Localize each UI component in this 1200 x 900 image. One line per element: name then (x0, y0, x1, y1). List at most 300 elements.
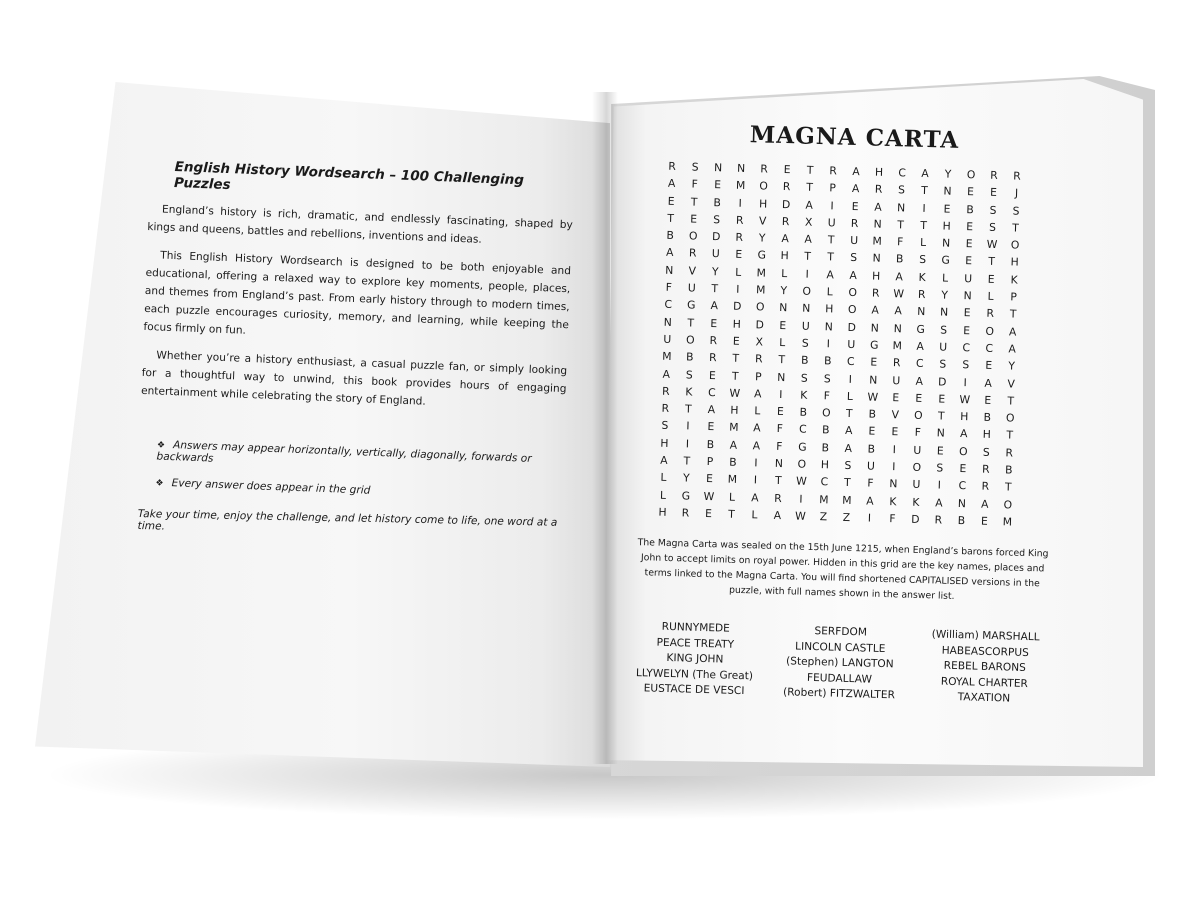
answer-word: FEUDALLAW (806, 671, 873, 686)
grid-letter: O (1010, 238, 1020, 252)
answer-word: LINCOLN CASTLE (794, 640, 886, 655)
grid-letter: E (705, 472, 714, 486)
grid-letter: L (735, 265, 742, 279)
grid-letter: V (891, 408, 900, 422)
grid-letter: R (735, 230, 744, 245)
grid-letter: A (781, 232, 790, 246)
grid-letter: R (681, 506, 690, 520)
grid-letter: E (708, 368, 716, 382)
grid-letter: R (871, 286, 880, 300)
grid-letter: M (756, 266, 767, 280)
grid-letter: R (688, 246, 697, 261)
grid-letter: A (752, 421, 761, 435)
grid-letter: L (728, 490, 736, 504)
grid-letter: A (753, 387, 762, 401)
grid-letter: N (941, 236, 951, 250)
rule-text: Every answer does appear in the grid (171, 477, 371, 497)
grid-letter: H (942, 219, 951, 233)
grid-letter: A (984, 376, 993, 390)
grid-letter: A (751, 490, 759, 505)
grid-letter: M (729, 421, 739, 435)
diamond-bullet-icon: ❖ (155, 478, 164, 489)
grid-letter: L (751, 508, 758, 522)
grid-letter: S (982, 445, 990, 459)
grid-letter: R (668, 159, 677, 174)
grid-letter: T (731, 369, 739, 383)
grid-letter: H (758, 196, 768, 211)
grid-letter: X (755, 335, 764, 349)
grid-letter: E (735, 248, 743, 262)
grid-letter: Y (711, 264, 719, 279)
grid-letter: N (916, 305, 926, 319)
grid-letter: H (874, 165, 884, 179)
grid-letter: T (827, 250, 835, 264)
grid-letter: O (913, 408, 923, 423)
grid-letter: E (915, 391, 923, 405)
grid-letter: I (892, 460, 896, 474)
grid-letter: C (958, 479, 967, 493)
grid-letter: I (867, 511, 872, 525)
grid-letter: U (939, 340, 948, 354)
grid-letter: D (755, 317, 765, 332)
grid-letter: H (824, 302, 834, 316)
grid-letter: N (963, 289, 972, 303)
grid-letter: E (779, 318, 787, 332)
grid-letter: X (804, 215, 813, 229)
grid-letter: M (872, 234, 882, 248)
grid-letter: L (826, 285, 833, 299)
word-column (914, 627, 1056, 708)
answer-word: RUNNYMEDE (661, 621, 730, 635)
grid-letter: E (776, 405, 784, 419)
grid-letter: O (688, 229, 698, 243)
grid-letter: A (844, 441, 853, 455)
grid-letter: A (916, 339, 925, 353)
grid-letter: R (661, 384, 670, 398)
wordsearch-grid (651, 160, 1069, 533)
word-list (624, 619, 1056, 708)
grid-letter: N (777, 370, 786, 384)
grid-letter: A (805, 198, 814, 212)
intro-paragraph-2: This English History Wordsearch is designed to be both enjoyable and educational, offering a relaxed way to explore key moments, people, places, and themes from England’s past. From early history through to modern times, each puzzle encourages curiosity, memory, and learning, while keeping the focus firmly on fun. (143, 249, 572, 337)
grid-letter: A (707, 403, 716, 417)
grid-letter: A (662, 367, 671, 381)
grid-letter: B (799, 405, 808, 419)
answer-word: HABEASCORPUS (941, 644, 1029, 659)
rule-text: Answers may appear horizontally, vertically, diagonally, forwards or backwards (156, 439, 532, 465)
grid-letter: E (783, 163, 791, 177)
grid-letter: N (870, 321, 879, 335)
grid-letter: E (943, 202, 951, 216)
grid-letter: S (801, 336, 809, 350)
grid-letter: G (798, 440, 807, 454)
grid-letter: T (988, 255, 996, 269)
grid-letter: T (921, 184, 929, 198)
grid-letter: O (985, 324, 995, 338)
grid-letter: Z (819, 510, 828, 524)
grid-letter: E (965, 220, 974, 234)
grid-letter: T (827, 233, 835, 247)
grid-letter: U (847, 337, 856, 352)
grid-letter: N (873, 217, 882, 231)
grid-letter: C (664, 298, 673, 312)
grid-letter: F (691, 177, 698, 191)
grid-letter: L (941, 271, 949, 285)
grid-letter: N (869, 373, 878, 387)
intro-paragraph-3: Whether you’re a history enthusiast, a casual puzzle fan, or simply looking for a thoughtful way to unwind, this book provides hours of engaging entertainment while celebrating the story of England. (140, 349, 568, 408)
grid-letter: T (727, 507, 735, 521)
grid-letter: T (1006, 428, 1014, 442)
grid-letter: W (794, 509, 806, 523)
grid-letter: T (1004, 480, 1012, 494)
grid-letter: P (829, 181, 837, 195)
grid-letter: E (667, 194, 675, 208)
diamond-bullet-icon: ❖ (156, 440, 166, 451)
right-page-content (624, 118, 1070, 709)
grid-letter: A (1008, 325, 1017, 339)
grid-letter: B (821, 423, 830, 437)
grid-letter: E (959, 462, 967, 476)
grid-letter: O (759, 179, 769, 193)
grid-letter: R (874, 182, 883, 197)
rules-list (155, 438, 564, 504)
grid-letter: S (1012, 204, 1020, 218)
grid-letter: T (778, 353, 786, 367)
grid-letter: C (915, 357, 924, 371)
grid-letter: E (704, 506, 713, 521)
grid-letter: M (1002, 515, 1013, 529)
grid-letter: N (896, 200, 906, 215)
answer-word: KING JOHN (666, 652, 724, 666)
grid-letter: S (691, 160, 699, 174)
rules-list-item (156, 438, 564, 478)
grid-letter: O (821, 406, 831, 420)
grid-letter: K (912, 495, 920, 509)
grid-letter: U (964, 271, 973, 286)
grid-letter: D (937, 374, 947, 389)
grid-letter: W (795, 474, 807, 489)
grid-letter: E (690, 212, 698, 226)
grid-letter: H (1010, 255, 1019, 270)
grid-letter: A (915, 374, 924, 388)
grid-letter: W (959, 392, 971, 407)
grid-letter: U (912, 478, 921, 492)
grid-letter: T (683, 454, 691, 468)
grid-letter: I (685, 437, 690, 451)
grid-letter: M (842, 493, 852, 507)
grid-letter: E (938, 392, 946, 406)
grid-letter: H (820, 458, 830, 472)
grid-letter: C (962, 341, 971, 355)
grid-letter: B (867, 442, 876, 456)
grid-letter: A (752, 439, 761, 453)
grid-letter: H (660, 436, 669, 450)
grid-letter: U (801, 319, 810, 333)
grid-letter: H (730, 403, 739, 418)
grid-letter: E (707, 420, 715, 434)
grid-letter: B (895, 252, 904, 266)
grid-letter: K (800, 388, 808, 402)
grid-letter: B (800, 353, 809, 368)
grid-letter: I (754, 456, 758, 470)
grid-letter: E (936, 444, 944, 458)
answer-word: PEACE TREATY (656, 636, 735, 651)
grid-letter: P (754, 369, 762, 384)
grid-letter: W (986, 237, 998, 252)
grid-letter: Y (1008, 359, 1016, 373)
grid-letter: H (732, 317, 742, 331)
grid-letter: A (710, 299, 719, 313)
grid-letter: N (889, 477, 898, 491)
grid-letter: O (966, 168, 976, 182)
grid-letter: T (897, 218, 905, 232)
grid-letter: T (690, 195, 698, 209)
grid-letter: T (1007, 394, 1015, 408)
grid-letter: R (934, 513, 943, 527)
grid-letter: B (966, 202, 974, 216)
answer-word: (William) MARSHALL (931, 628, 1040, 644)
grid-letter: R (754, 352, 763, 366)
grid-letter: I (753, 473, 758, 487)
grid-letter: A (851, 182, 860, 196)
left-page-content (137, 158, 575, 518)
grid-letter: I (738, 196, 742, 210)
grid-letter: B (983, 410, 992, 425)
grid-letter: D (732, 300, 742, 314)
grid-letter: I (779, 387, 783, 401)
grid-letter: S (919, 253, 927, 267)
grid-letter: T (920, 218, 928, 232)
grid-letter: S (936, 461, 944, 475)
puzzle-title: MAGNA CARTA (749, 121, 960, 154)
grid-letter: D (781, 197, 791, 211)
grid-letter: Y (682, 471, 690, 485)
grid-letter: B (823, 354, 832, 368)
grid-letter: K (889, 494, 897, 508)
grid-letter: L (781, 266, 788, 280)
grid-letter: A (871, 303, 880, 318)
grid-letter: B (706, 437, 715, 451)
grid-letter: Z (842, 510, 851, 524)
grid-letter: B (666, 228, 675, 243)
grid-letter: B (868, 407, 877, 421)
grid-letter: A (866, 494, 874, 508)
grid-letter: A (844, 424, 853, 438)
grid-letter: S (661, 419, 669, 433)
grid-letter: S (844, 458, 852, 473)
grid-letter: W (893, 287, 905, 301)
grid-letter: S (823, 371, 831, 385)
grid-letter: N (713, 161, 723, 175)
grid-letter: K (685, 385, 693, 399)
book-gutter (592, 92, 618, 764)
grid-letter: F (867, 476, 874, 491)
grid-letter: U (687, 281, 696, 295)
grid-letter: S (962, 358, 970, 372)
grid-letter: G (681, 488, 691, 503)
grid-letter: H (982, 428, 992, 442)
grid-letter: R (981, 480, 990, 494)
grid-letter: A (934, 496, 943, 510)
grid-letter: V (688, 264, 697, 278)
grid-letter: C (707, 385, 716, 400)
grid-letter: N (872, 252, 881, 266)
grid-letter: E (966, 185, 975, 199)
word-column (769, 623, 911, 704)
grid-letter: E (985, 359, 993, 373)
book-title: English History Wordsearch – 100 Challenging Puzzles (173, 158, 525, 194)
grid-letter: I (937, 478, 942, 492)
grid-letter: O (1003, 497, 1013, 512)
grid-letter: N (663, 315, 673, 329)
grid-letter: G (916, 322, 926, 336)
grid-letter: B (1004, 463, 1013, 477)
grid-letter: E (870, 355, 878, 369)
grid-letter: R (990, 168, 998, 183)
grid-letter: E (963, 323, 971, 337)
grid-letter: L (660, 471, 667, 485)
grid-letter: B (685, 350, 694, 364)
grid-letter: R (892, 356, 901, 370)
grid-letter: Y (758, 231, 766, 245)
grid-letter: U (866, 459, 876, 473)
grid-letter: C (820, 475, 829, 489)
grid-letter: T (845, 407, 853, 421)
grid-letter: L (754, 404, 761, 418)
grid-letter: D (911, 512, 920, 526)
answer-word: LLYWELYN (The Great) (635, 666, 754, 683)
grid-letter: R (1005, 446, 1014, 460)
grid-letter: H (871, 269, 881, 283)
grid-letter: T (843, 476, 851, 490)
grid-letter: K (918, 270, 926, 284)
grid-letter: A (921, 166, 929, 181)
intro-paragraph-1: England’s history is rich, dramatic, and endlessly fascinating, shaped by kings and queens, battles and rebellions, inventions and ideas. (147, 203, 573, 246)
grid-letter: N (943, 184, 952, 199)
grid-letter: L (919, 236, 927, 250)
grid-letter: M (735, 179, 746, 193)
grid-letter: A (980, 497, 989, 511)
answer-word: SERFDOM (814, 625, 868, 639)
grid-letter: I (826, 337, 831, 351)
grid-letter: F (889, 512, 896, 526)
grid-letter: O (802, 284, 812, 298)
grid-letter: H (960, 410, 969, 424)
grid-letter: A (826, 268, 835, 282)
grid-letter: N (779, 301, 788, 315)
grid-letter: N (824, 319, 833, 334)
answer-word: ROYAL CHARTER (940, 675, 1029, 690)
grid-letter: I (686, 419, 690, 433)
grid-letter: T (804, 250, 812, 264)
grid-letter: M (819, 492, 829, 507)
grid-letter: N (939, 305, 949, 320)
grid-letter: F (823, 389, 831, 403)
grid-letter: E (989, 186, 998, 200)
grid-letter: T (806, 180, 814, 195)
grid-letter: R (829, 164, 838, 178)
grid-letter: R (850, 216, 859, 231)
grid-letter: A (665, 246, 674, 260)
grid-letter: O (1005, 411, 1015, 425)
grid-letter: L (846, 389, 853, 403)
grid-letter: S (685, 367, 693, 382)
grid-letter: R (781, 214, 790, 229)
grid-letter: R (709, 333, 718, 348)
grid-letter: U (892, 373, 901, 387)
grid-letter: O (797, 457, 807, 471)
grid-letter: N (893, 321, 902, 336)
grid-letter: O (685, 333, 695, 347)
grid-letter: A (804, 232, 813, 247)
puzzle-intro: The Magna Carta was sealed on the 15th June 1215, when England’s barons forced King John to accept limits on royal power. Hidden in this grid are the key names, places and terms linked to the Magna Carta. You will find shortened CAPITALISED versions in the puzzle, with full names shown in the answer list. (637, 537, 1049, 603)
grid-letter: C (898, 166, 907, 180)
grid-letter: T (806, 163, 814, 177)
grid-letter: F (776, 439, 783, 453)
grid-letter: O (847, 303, 857, 317)
grid-letter: M (892, 339, 903, 353)
grid-letter: B (957, 513, 966, 528)
grid-letter: S (713, 212, 721, 227)
grid-letter: M (755, 283, 766, 297)
grid-letter: S (988, 220, 997, 234)
grid-letter: B (821, 440, 830, 455)
grid-letter: F (776, 422, 784, 436)
grid-letter: G (869, 338, 879, 352)
grid-letter: I (922, 201, 926, 215)
grid-letter: H (658, 505, 667, 519)
grid-letter: R (917, 287, 926, 302)
grid-letter: A (894, 304, 903, 318)
grid-letter: R (981, 462, 990, 476)
grid-letter: T (774, 474, 782, 488)
grid-letter: E (732, 334, 740, 348)
grid-letter: R (986, 307, 995, 321)
grid-letter: A (667, 177, 676, 191)
grid-letter: F (914, 426, 922, 440)
grid-letter: S (897, 183, 906, 197)
grid-letter: R (661, 401, 670, 416)
grid-letter: E (965, 254, 973, 268)
grid-letter: J (1014, 186, 1019, 200)
grid-letter: E (868, 424, 876, 439)
grid-letter: E (714, 178, 722, 192)
grid-letter: G (941, 253, 951, 268)
grid-letter: A (959, 427, 968, 441)
grid-letter: T (732, 351, 740, 366)
grid-letter: F (665, 280, 673, 295)
grid-letter: E (963, 306, 971, 320)
grid-letter: S (800, 371, 808, 385)
grid-letter: V (758, 214, 767, 228)
grid-letter: C (798, 423, 807, 437)
grid-letter: S (939, 357, 947, 371)
grid-letter: V (1007, 376, 1016, 391)
grid-letter: E (710, 316, 718, 330)
grid-letter: U (663, 332, 672, 346)
grid-letter: O (958, 444, 968, 459)
grid-letter: R (735, 213, 744, 227)
grid-letter: E (891, 425, 899, 439)
grid-letter: A (895, 269, 904, 284)
grid-letter: B (729, 455, 737, 469)
grid-letter: K (1010, 273, 1018, 287)
grid-letter: E (965, 237, 973, 251)
grid-letter: M (661, 349, 672, 364)
grid-letter: N (665, 263, 674, 277)
grid-letter: H (780, 249, 789, 263)
grid-letter: A (729, 438, 738, 452)
